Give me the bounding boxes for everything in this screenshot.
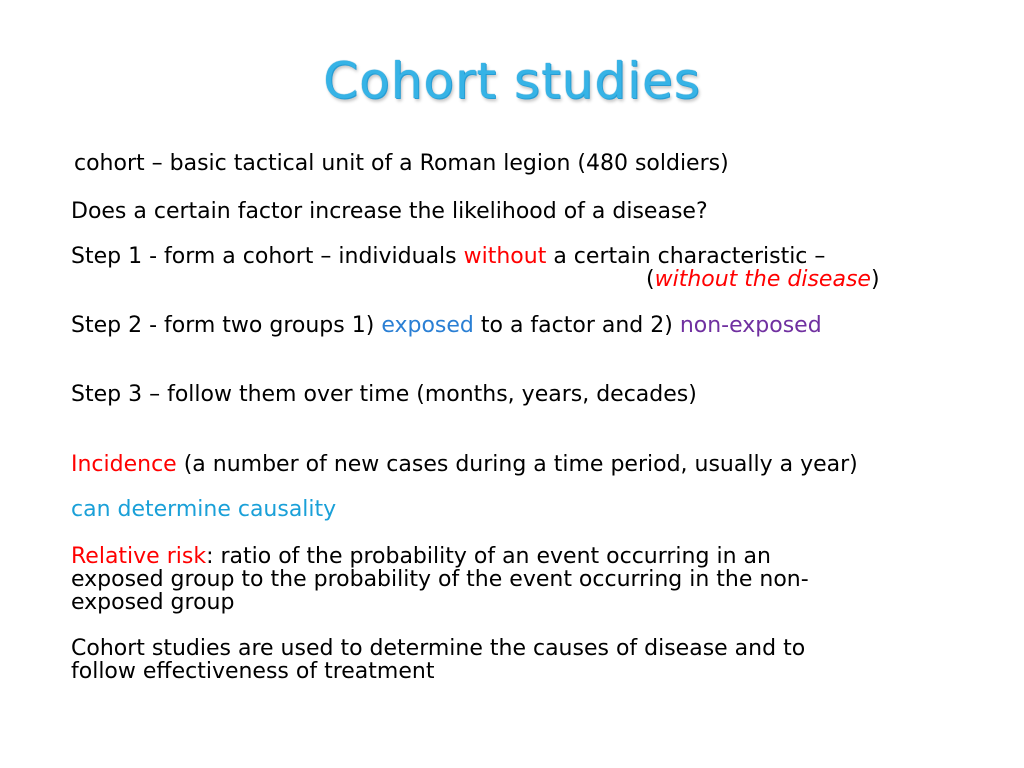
step-2-label: Step 2 (71, 313, 143, 338)
relative-risk-text-1: : ratio of the probability of an event occurring in an (206, 544, 771, 569)
step-1-text-b: a certain characteristic – (546, 244, 826, 269)
step-1-sub-highlight: without the disease (654, 267, 871, 292)
step-1-label: Step 1 (71, 244, 143, 269)
step-1-highlight: without (463, 244, 547, 269)
step-2-text-a: - form two groups 1) (142, 313, 382, 338)
step-1-paren-close: ) (870, 267, 880, 292)
research-question: Does a certain factor increase the likelihood of a disease? (71, 199, 708, 224)
step-3 (71, 383, 697, 407)
cohort-definition-text: – basic tactical unit of a Roman legion (480 soldiers) (144, 151, 729, 176)
relative-risk-paragraph (71, 545, 809, 614)
step-2 (71, 314, 822, 338)
step-3-text: – follow them over time (months, years, decades) (142, 382, 697, 407)
causality-line: can determine causality (71, 497, 337, 522)
exposed-term: exposed (381, 313, 474, 338)
cohort-term: cohort (74, 151, 145, 176)
step-1 (71, 245, 825, 269)
conclusion-line-1: Cohort studies are used to determine the causes of disease and to (71, 636, 806, 661)
non-exposed-term: non-exposed (679, 313, 822, 338)
relative-risk-term: Relative risk (71, 544, 207, 569)
incidence-term: Incidence (71, 452, 177, 477)
step-1-text-a: - form a cohort – individuals (142, 244, 464, 269)
relative-risk-line-3: exposed group (71, 590, 235, 615)
incidence-line (71, 453, 858, 477)
step-2-text-b: to a factor and 2) (473, 313, 680, 338)
incidence-text: (a number of new cases during a time period, usually a year) (176, 452, 858, 477)
conclusion-paragraph (71, 637, 805, 683)
relative-risk-line-2: exposed group to the probability of the event occurring in the non- (71, 567, 809, 592)
step-1-subnote (646, 268, 880, 292)
slide-title: Cohort studies (323, 52, 701, 110)
relative-risk-line-1 (71, 545, 809, 568)
conclusion-line-2: follow effectiveness of treatment (71, 659, 435, 684)
step-3-label: Step 3 (71, 382, 143, 407)
step-1-paren-open: ( (646, 267, 655, 292)
cohort-definition (74, 152, 729, 176)
